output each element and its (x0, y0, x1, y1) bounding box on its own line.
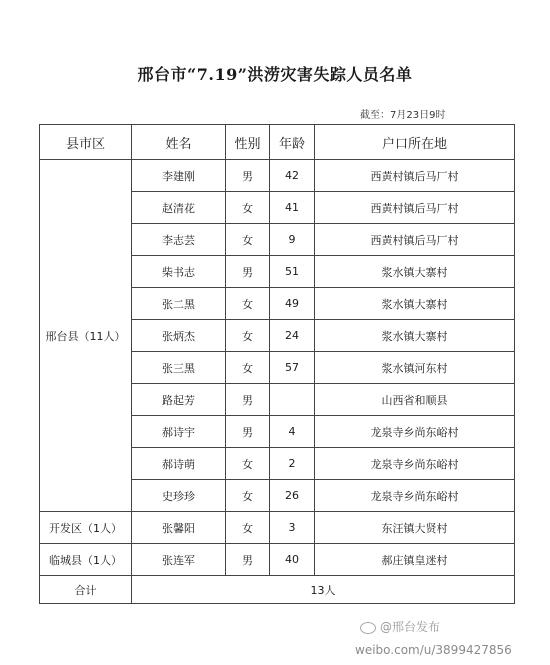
name-cell: 张炳杰 (132, 320, 226, 352)
table-row (40, 512, 515, 544)
name-cell: 郝诗萌 (132, 448, 226, 480)
address-cell: 浆水镇大寨村 (315, 288, 515, 320)
name-cell: 路起芳 (132, 384, 226, 416)
header-gender: 性别 (226, 125, 270, 160)
address-cell: 郝庄镇皇迷村 (315, 544, 515, 576)
name-cell: 张馨阳 (132, 512, 226, 544)
name-cell: 赵清花 (132, 192, 226, 224)
age-cell: 49 (270, 288, 315, 320)
gender-cell: 男 (226, 160, 270, 192)
name-cell: 张三黑 (132, 352, 226, 384)
name-cell: 郝诗宇 (132, 416, 226, 448)
header-county: 县市区 (40, 125, 132, 160)
table-row (40, 544, 515, 576)
total-value: 13人 (132, 576, 515, 604)
address-cell: 西黄村镇后马厂村 (315, 160, 515, 192)
address-cell: 龙泉寺乡尚东峪村 (315, 448, 515, 480)
total-label: 合计 (40, 576, 132, 604)
weibo-watermark (360, 618, 440, 635)
county-cell: 邢台县（11人） (40, 160, 132, 512)
address-cell: 龙泉寺乡尚东峪村 (315, 416, 515, 448)
address-cell: 西黄村镇后马厂村 (315, 192, 515, 224)
name-cell: 李志芸 (132, 224, 226, 256)
gender-cell: 女 (226, 288, 270, 320)
name-cell: 柴书志 (132, 256, 226, 288)
age-cell: 57 (270, 352, 315, 384)
gender-cell: 男 (226, 384, 270, 416)
address-cell: 山西省和顺县 (315, 384, 515, 416)
county-cell: 开发区（1人） (40, 512, 132, 544)
gender-cell: 女 (226, 320, 270, 352)
age-cell (270, 384, 315, 416)
age-cell: 9 (270, 224, 315, 256)
table-row (40, 160, 515, 192)
address-cell: 西黄村镇后马厂村 (315, 224, 515, 256)
address-cell: 东汪镇大贤村 (315, 512, 515, 544)
header-name: 姓名 (132, 125, 226, 160)
cutoff-time: 截至：7月23日9时 (360, 110, 446, 121)
age-cell: 3 (270, 512, 315, 544)
gender-cell: 女 (226, 480, 270, 512)
weibo-url: weibo.com/u/3899427856 (355, 643, 512, 657)
age-cell: 40 (270, 544, 315, 576)
name-cell: 李建刚 (132, 160, 226, 192)
address-cell: 龙泉寺乡尚东峪村 (315, 480, 515, 512)
name-cell: 张连军 (132, 544, 226, 576)
address-cell: 浆水镇大寨村 (315, 320, 515, 352)
document-title: 邢台市“7.19”洪涝灾害失踪人员名单 (137, 65, 413, 84)
name-cell: 张二黑 (132, 288, 226, 320)
gender-cell: 女 (226, 224, 270, 256)
table-header-row (40, 125, 515, 160)
missing-persons-table (39, 124, 515, 604)
age-cell: 26 (270, 480, 315, 512)
weibo-logo-icon (360, 622, 376, 634)
gender-cell: 男 (226, 544, 270, 576)
gender-cell: 女 (226, 352, 270, 384)
header-age: 年龄 (270, 125, 315, 160)
watermark-handle: @邢台发布 (380, 620, 441, 634)
header-address: 户口所在地 (315, 125, 515, 160)
age-cell: 24 (270, 320, 315, 352)
name-cell: 史珍珍 (132, 480, 226, 512)
total-row (40, 576, 515, 604)
gender-cell: 女 (226, 192, 270, 224)
county-cell: 临城县（1人） (40, 544, 132, 576)
address-cell: 浆水镇河东村 (315, 352, 515, 384)
age-cell: 2 (270, 448, 315, 480)
gender-cell: 女 (226, 512, 270, 544)
gender-cell: 男 (226, 256, 270, 288)
age-cell: 4 (270, 416, 315, 448)
gender-cell: 女 (226, 448, 270, 480)
address-cell: 浆水镇大寨村 (315, 256, 515, 288)
gender-cell: 男 (226, 416, 270, 448)
age-cell: 41 (270, 192, 315, 224)
age-cell: 42 (270, 160, 315, 192)
age-cell: 51 (270, 256, 315, 288)
